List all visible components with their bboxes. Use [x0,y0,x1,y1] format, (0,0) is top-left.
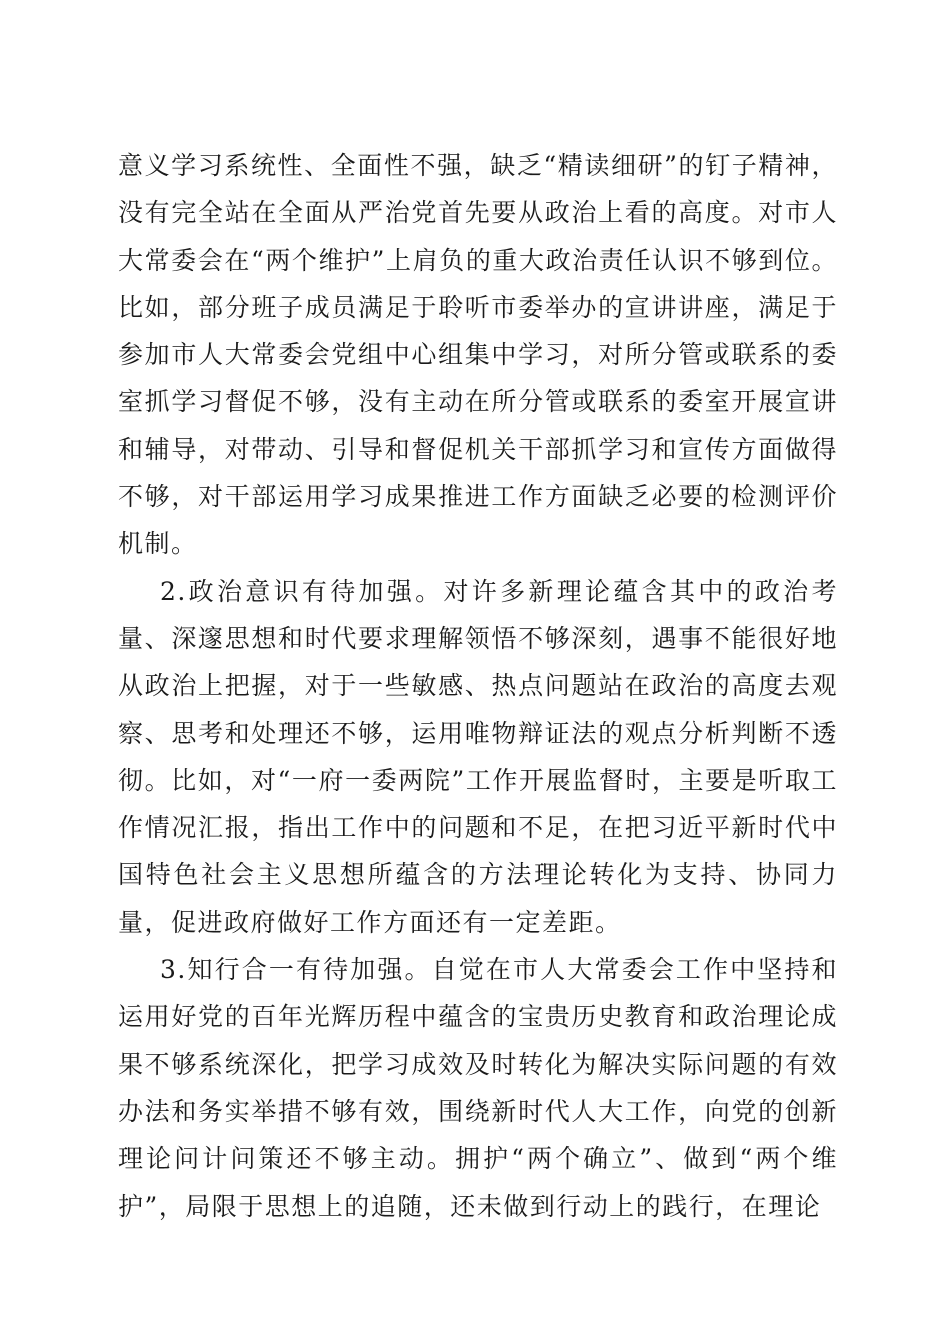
paragraph-continuation: 意义学习系统性、全面性不强，缺乏“精读细研”的钉子精神，没有完全站在全面从严治党首先要从政治上看的高度。对市人大常委会在“两个维护”上肩负的重大政治责任认识不够到位。比如，部分班子成员满足于聆听市委举办的宣讲讲座，满足于参加市人大常委会党组中心组集中学习，对所分管或联系的委室抓学习督促不够，没有主动在所分管或联系的委室开展宣讲和辅导，对带动、引导和督促机关干部抓学习和宣传方面做得不够，对干部运用学习成果推进工作方面缺乏必要的检测评价机制。 [118,151,838,559]
body-text [118,142,838,1230]
paragraph-political-awareness: 2.政治意识有待加强。对许多新理论蕴含其中的政治考量、深邃思想和时代要求理解领悟不够深刻，遇事不能很好地从政治上把握，对于一些敏感、热点问题站在政治的高度去观察、思考和处理还不够，运用唯物辩证法的观点分析判断不透彻。比如，对“一府一委两院”工作开展监督时，主要是听取工作情况汇报，指出工作中的问题和不足，在把习近平新时代中国特色社会主义思想所蕴含的方法理论转化为支持、协同力量，促进政府做好工作方面还有一定差距。 [118,576,838,937]
paragraph-knowledge-action: 3.知行合一有待加强。自觉在市人大常委会工作中坚持和运用好党的百年光辉历程中蕴含的宝贵历史教育和政治理论成果不够系统深化，把学习成效及时转化为解决实际问题的有效办法和务实举措不够有效，围绕新时代人大工作，向党的创新理论问计问策还不够主动。拥护“两个确立”、做到“两个维护”，局限于思想上的追随，还未做到行动上的践行，在理论 [118,955,838,1221]
